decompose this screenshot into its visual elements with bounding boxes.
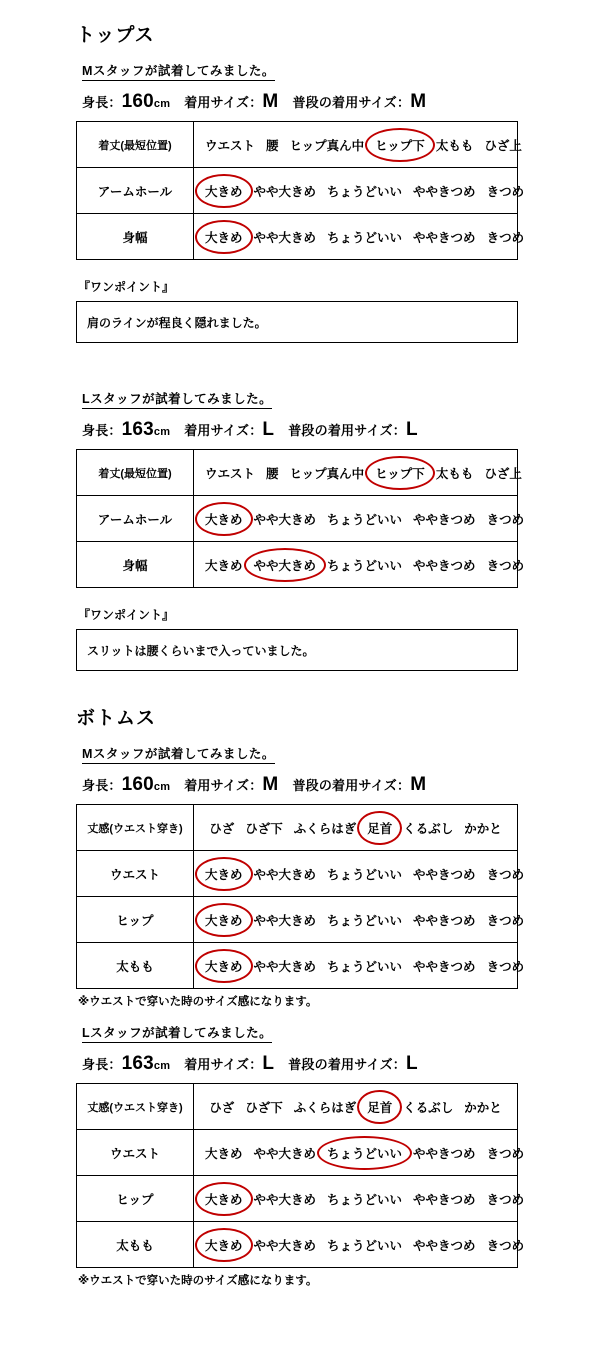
option[interactable]: きつめ xyxy=(486,913,525,928)
option[interactable]: やや大きめ xyxy=(253,913,317,928)
option[interactable]: ひざ下 xyxy=(245,821,283,836)
usual-size-value: M xyxy=(410,91,427,112)
height-unit: cm xyxy=(153,98,171,110)
row-options xyxy=(194,1130,525,1176)
option[interactable]: きつめ xyxy=(486,230,525,245)
staff-meta xyxy=(82,774,560,796)
option[interactable]: ちょうどいい xyxy=(327,512,403,527)
table-row xyxy=(77,897,518,943)
wear-size-value: L xyxy=(262,1053,275,1074)
option[interactable]: やや大きめ xyxy=(253,1146,317,1161)
option-selected[interactable]: 足首 xyxy=(364,1096,395,1118)
staff-meta xyxy=(82,1053,560,1075)
size-table xyxy=(76,1083,525,1268)
option[interactable]: きつめ xyxy=(486,867,525,882)
option[interactable]: ややきつめ xyxy=(413,959,476,974)
option[interactable]: 大きめ xyxy=(205,1146,243,1161)
usual-size-value: L xyxy=(405,1053,418,1074)
row-options xyxy=(194,1084,518,1130)
table-row xyxy=(77,496,518,542)
staff-heading: Lスタッフが試着してみました。 xyxy=(82,389,272,409)
option[interactable]: ちょうどいい xyxy=(327,913,403,928)
option[interactable]: ウエスト xyxy=(205,138,256,153)
fitting-block-tops-m xyxy=(76,61,560,343)
option[interactable]: 腰 xyxy=(266,466,279,481)
size-table xyxy=(76,804,525,989)
row-options xyxy=(194,943,525,989)
row-options xyxy=(194,542,525,588)
height-value: 163 xyxy=(121,419,154,440)
option-selected[interactable]: 大きめ xyxy=(202,863,246,885)
option[interactable]: ややきつめ xyxy=(413,512,476,527)
table-row xyxy=(77,943,518,989)
height-unit: cm xyxy=(153,781,171,793)
option[interactable]: ウエスト xyxy=(205,466,256,481)
row-options xyxy=(194,496,525,542)
option[interactable]: ちょうどいい xyxy=(327,1192,403,1207)
table-row xyxy=(77,1084,518,1130)
table-row xyxy=(77,1176,518,1222)
wear-size-label: 着用サイズ： xyxy=(184,1057,263,1072)
option[interactable]: やや大きめ xyxy=(253,867,317,882)
option[interactable]: きつめ xyxy=(486,1192,525,1207)
height-unit: cm xyxy=(153,426,171,438)
row-label: 太もも xyxy=(77,1222,194,1268)
row-label: 身幅 xyxy=(77,214,194,260)
row-options xyxy=(194,122,522,168)
row-options xyxy=(194,805,518,851)
row-options xyxy=(194,1222,525,1268)
option[interactable]: ヒップ真ん中 xyxy=(289,466,365,481)
usual-size-label: 普段の着用サイズ： xyxy=(292,95,411,110)
wear-size-value: M xyxy=(262,774,279,795)
option[interactable]: 腰 xyxy=(266,138,279,153)
usual-size-value: L xyxy=(405,419,418,440)
option-selected[interactable]: ヒップ下 xyxy=(372,462,428,484)
option-selected[interactable]: 大きめ xyxy=(202,180,246,202)
option[interactable]: ちょうどいい xyxy=(327,959,403,974)
option[interactable]: かかと xyxy=(464,821,502,836)
option-selected[interactable]: 大きめ xyxy=(202,955,246,977)
option[interactable]: ふくらはぎ xyxy=(293,821,357,836)
option[interactable]: ひざ上 xyxy=(484,138,522,153)
usual-size-value: M xyxy=(410,774,427,795)
wear-size-label: 着用サイズ： xyxy=(184,778,263,793)
option[interactable]: ひざ下 xyxy=(245,1100,283,1115)
row-label: ウエスト xyxy=(77,1130,194,1176)
row-label: アームホール xyxy=(77,496,194,542)
option[interactable]: ややきつめ xyxy=(413,1238,476,1253)
option[interactable]: 太もも xyxy=(435,466,474,481)
table-row xyxy=(77,168,518,214)
row-options xyxy=(194,168,525,214)
row-options xyxy=(194,450,522,496)
option[interactable]: やや大きめ xyxy=(253,230,317,245)
option-selected[interactable]: 足首 xyxy=(364,817,395,839)
row-label: 丈感(ウエスト穿き) xyxy=(77,805,194,851)
option[interactable]: ちょうどいい xyxy=(327,867,403,882)
option[interactable]: きつめ xyxy=(486,512,525,527)
wear-size-value: L xyxy=(262,419,275,440)
row-label: ヒップ xyxy=(77,897,194,943)
height-value: 160 xyxy=(121,91,154,112)
fitting-block-tops-l xyxy=(76,389,560,671)
option-selected[interactable]: ヒップ下 xyxy=(372,134,428,156)
option[interactable]: 大きめ xyxy=(205,558,243,573)
usual-size-label: 普段の着用サイズ： xyxy=(292,778,411,793)
section-title-tops: トップス xyxy=(76,25,155,46)
staff-heading: Lスタッフが試着してみました。 xyxy=(82,1023,272,1043)
option[interactable]: くるぶし xyxy=(403,1100,454,1115)
height-label: 身長： xyxy=(82,95,122,110)
onepoint-label: 『ワンポイント』 xyxy=(78,608,175,622)
option[interactable]: ヒップ真ん中 xyxy=(289,138,365,153)
option[interactable]: ふくらはぎ xyxy=(293,1100,357,1115)
option-selected[interactable]: 大きめ xyxy=(202,1188,246,1210)
option[interactable]: やや大きめ xyxy=(253,512,317,527)
option[interactable]: ややきつめ xyxy=(413,558,476,573)
fitting-block-bottoms-l xyxy=(76,1023,560,1288)
onepoint-text: スリットは腰くらいまで入っていました。 xyxy=(76,629,518,671)
table-note: ※ウエストで穿いた時のサイズ感になります。 xyxy=(78,1275,318,1287)
table-row xyxy=(77,1222,518,1268)
row-label: 丈感(ウエスト穿き) xyxy=(77,1084,194,1130)
option[interactable]: 太もも xyxy=(435,138,474,153)
wear-size-label: 着用サイズ： xyxy=(184,423,263,438)
option-selected[interactable]: やや大きめ xyxy=(251,554,320,576)
row-label: ウエスト xyxy=(77,851,194,897)
height-label: 身長： xyxy=(82,1057,122,1072)
row-label: アームホール xyxy=(77,168,194,214)
section-title-bottoms: ボトムス xyxy=(76,708,157,729)
height-unit: cm xyxy=(153,1060,171,1072)
option[interactable]: ややきつめ xyxy=(413,1192,476,1207)
option-selected[interactable]: 大きめ xyxy=(202,1234,246,1256)
option-selected[interactable]: 大きめ xyxy=(202,226,246,248)
option[interactable]: かかと xyxy=(464,1100,502,1115)
fitting-block-bottoms-m xyxy=(76,744,560,1009)
wear-size-value: M xyxy=(262,91,279,112)
option[interactable]: やや大きめ xyxy=(253,959,317,974)
option-selected[interactable]: ちょうどいい xyxy=(324,1142,405,1164)
staff-meta xyxy=(82,419,560,441)
onepoint-label: 『ワンポイント』 xyxy=(78,280,175,294)
option-selected[interactable]: 大きめ xyxy=(202,508,246,530)
size-table xyxy=(76,449,525,588)
option[interactable]: ややきつめ xyxy=(413,184,476,199)
option[interactable]: ちょうどいい xyxy=(327,230,403,245)
option[interactable]: きつめ xyxy=(486,558,525,573)
option[interactable]: ひざ xyxy=(209,1100,235,1115)
staff-heading: Mスタッフが試着してみました。 xyxy=(82,744,275,764)
row-label: ヒップ xyxy=(77,1176,194,1222)
table-row xyxy=(77,122,518,168)
option[interactable]: ややきつめ xyxy=(413,867,476,882)
usual-size-label: 普段の着用サイズ： xyxy=(288,1057,406,1072)
option-selected[interactable]: 大きめ xyxy=(202,909,246,931)
row-label: 着丈(最短位置) xyxy=(77,122,194,168)
option[interactable]: ちょうどいい xyxy=(327,558,403,573)
table-row xyxy=(77,805,518,851)
row-label: 太もも xyxy=(77,943,194,989)
table-note: ※ウエストで穿いた時のサイズ感になります。 xyxy=(78,996,318,1008)
option[interactable]: くるぶし xyxy=(403,821,454,836)
option[interactable]: きつめ xyxy=(486,184,525,199)
option[interactable]: ややきつめ xyxy=(413,913,476,928)
row-options xyxy=(194,897,525,943)
wear-size-label: 着用サイズ： xyxy=(184,95,263,110)
option[interactable]: ひざ上 xyxy=(484,466,522,481)
option[interactable]: やや大きめ xyxy=(253,1238,317,1253)
table-row xyxy=(77,851,518,897)
option[interactable]: きつめ xyxy=(486,1146,525,1161)
staff-meta xyxy=(82,91,560,113)
usual-size-label: 普段の着用サイズ： xyxy=(288,423,406,438)
height-label: 身長： xyxy=(82,423,122,438)
height-value: 160 xyxy=(121,774,154,795)
table-row xyxy=(77,542,518,588)
option[interactable]: ひざ xyxy=(209,821,235,836)
onepoint-text: 肩のラインが程良く隠れました。 xyxy=(76,301,518,343)
option[interactable]: ややきつめ xyxy=(413,1146,476,1161)
table-row xyxy=(77,1130,518,1176)
table-row xyxy=(77,450,518,496)
row-options xyxy=(194,851,525,897)
option[interactable]: ちょうどいい xyxy=(327,1238,403,1253)
size-table xyxy=(76,121,525,260)
option[interactable]: やや大きめ xyxy=(253,184,317,199)
option[interactable]: ちょうどいい xyxy=(327,184,403,199)
row-label: 身幅 xyxy=(77,542,194,588)
row-label: 着丈(最短位置) xyxy=(77,450,194,496)
option[interactable]: きつめ xyxy=(486,959,525,974)
height-label: 身長： xyxy=(82,778,122,793)
row-options xyxy=(194,214,525,260)
table-row xyxy=(77,214,518,260)
staff-heading: Mスタッフが試着してみました。 xyxy=(82,61,275,81)
row-options xyxy=(194,1176,525,1222)
height-value: 163 xyxy=(121,1053,154,1074)
option[interactable]: やや大きめ xyxy=(253,1192,317,1207)
option[interactable]: きつめ xyxy=(486,1238,525,1253)
option[interactable]: ややきつめ xyxy=(413,230,476,245)
